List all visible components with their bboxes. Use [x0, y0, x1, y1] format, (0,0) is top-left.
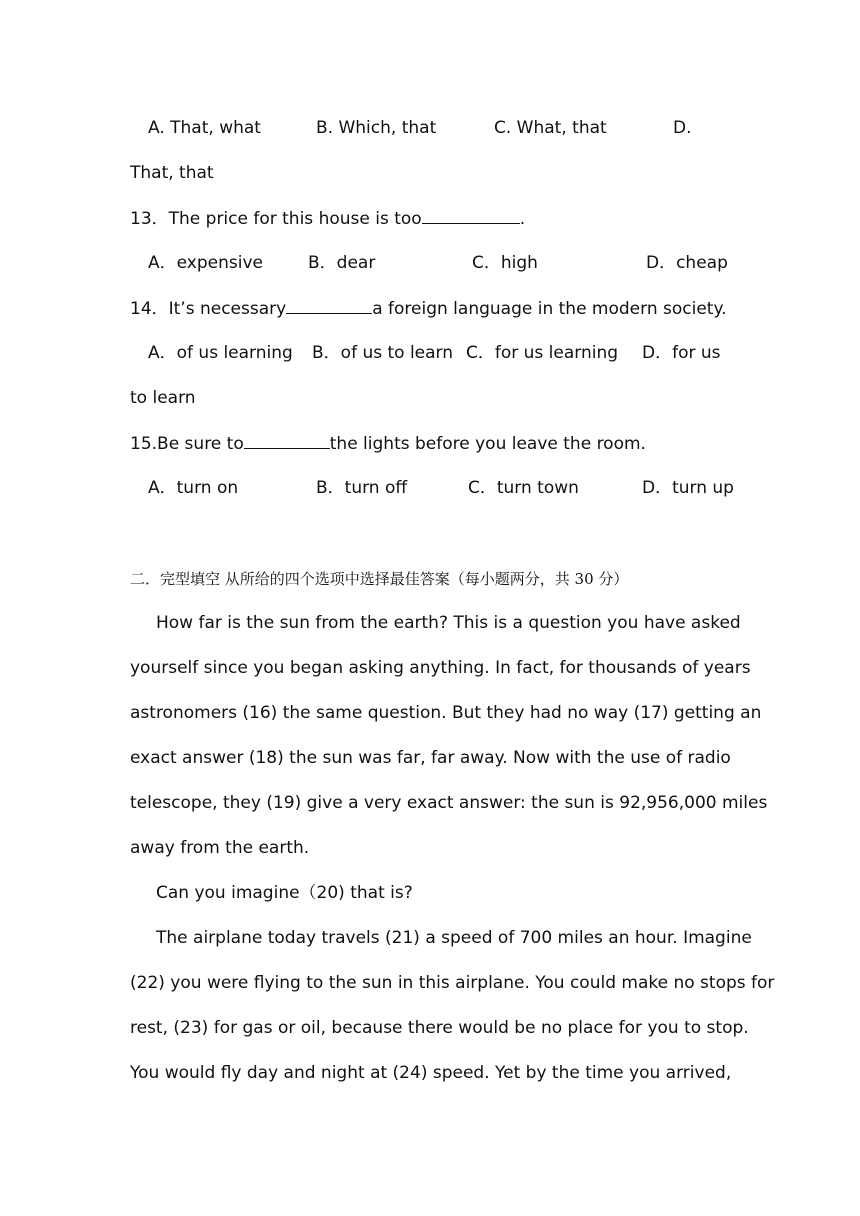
q14-option-c: C．for us learning: [466, 343, 619, 363]
q15-option-a: A．turn on: [148, 478, 239, 498]
q15-option-b: B．turn off: [316, 478, 408, 498]
passage-line: (22) you were flying to the sun in this airplane. You could make no stops for: [130, 973, 775, 993]
q15-prefix: 15.Be sure to: [130, 434, 244, 454]
passage-line: yourself since you began asking anything. In fact, for thousands of years: [130, 658, 751, 678]
q13-option-d: D．cheap: [646, 253, 728, 273]
passage-line: How far is the sun from the earth? This is a question you have asked: [156, 613, 741, 633]
q12-option-d: D.: [673, 118, 692, 138]
q13-blank: [422, 207, 520, 224]
passage-line: telescope, they (19) give a very exact answer: the sun is 92,956,000 miles: [130, 793, 768, 813]
q13-suffix: .: [519, 209, 526, 229]
passage-line: away from the earth.: [130, 838, 310, 858]
q12-option-c: C. What, that: [494, 118, 607, 138]
q14-stem: [130, 297, 727, 320]
q15-option-d: D．turn up: [642, 478, 734, 498]
q14-option-b: B．of us to learn: [312, 343, 454, 363]
q12-option-d-continued: That, that: [130, 163, 214, 183]
q14-blank: [286, 297, 372, 314]
q15-blank: [244, 432, 330, 449]
q14-suffix: a foreign language in the modern society.: [372, 299, 727, 319]
passage-line: Can you imagine（20) that is?: [156, 883, 413, 903]
q12-option-a: A. That, what: [148, 118, 261, 138]
passage-line: rest, (23) for gas or oil, because there would be no place for you to stop.: [130, 1018, 749, 1038]
q13-option-a: A．expensive: [148, 253, 263, 273]
passage-line: You would fly day and night at (24) speed. Yet by the time you arrived,: [130, 1063, 732, 1083]
q13-prefix: 13．The price for this house is too: [130, 209, 422, 229]
passage-line: astronomers (16) the same question. But they had no way (17) getting an: [130, 703, 762, 723]
q13-option-b: B．dear: [308, 253, 376, 273]
q13-stem: [130, 207, 525, 230]
passage-line: exact answer (18) the sun was far, far away. Now with the use of radio: [130, 748, 731, 768]
q14-option-a: A．of us learning: [148, 343, 293, 363]
q15-suffix: the lights before you leave the room.: [329, 434, 646, 454]
section-heading: 二．完型填空 从所给的四个选项中选择最佳答案（每小题两分，共 30 分）: [130, 570, 629, 588]
q15-option-c: C．turn town: [468, 478, 579, 498]
q14-prefix: 14．It’s necessary: [130, 299, 287, 319]
q13-option-c: C．high: [472, 253, 538, 273]
q14-option-d-continued: to learn: [130, 388, 196, 408]
q12-option-b: B. Which, that: [316, 118, 437, 138]
q14-option-d: D．for us: [642, 343, 721, 363]
q15-stem: [130, 432, 646, 455]
passage-line: The airplane today travels (21) a speed of 700 miles an hour. Imagine: [156, 928, 752, 948]
